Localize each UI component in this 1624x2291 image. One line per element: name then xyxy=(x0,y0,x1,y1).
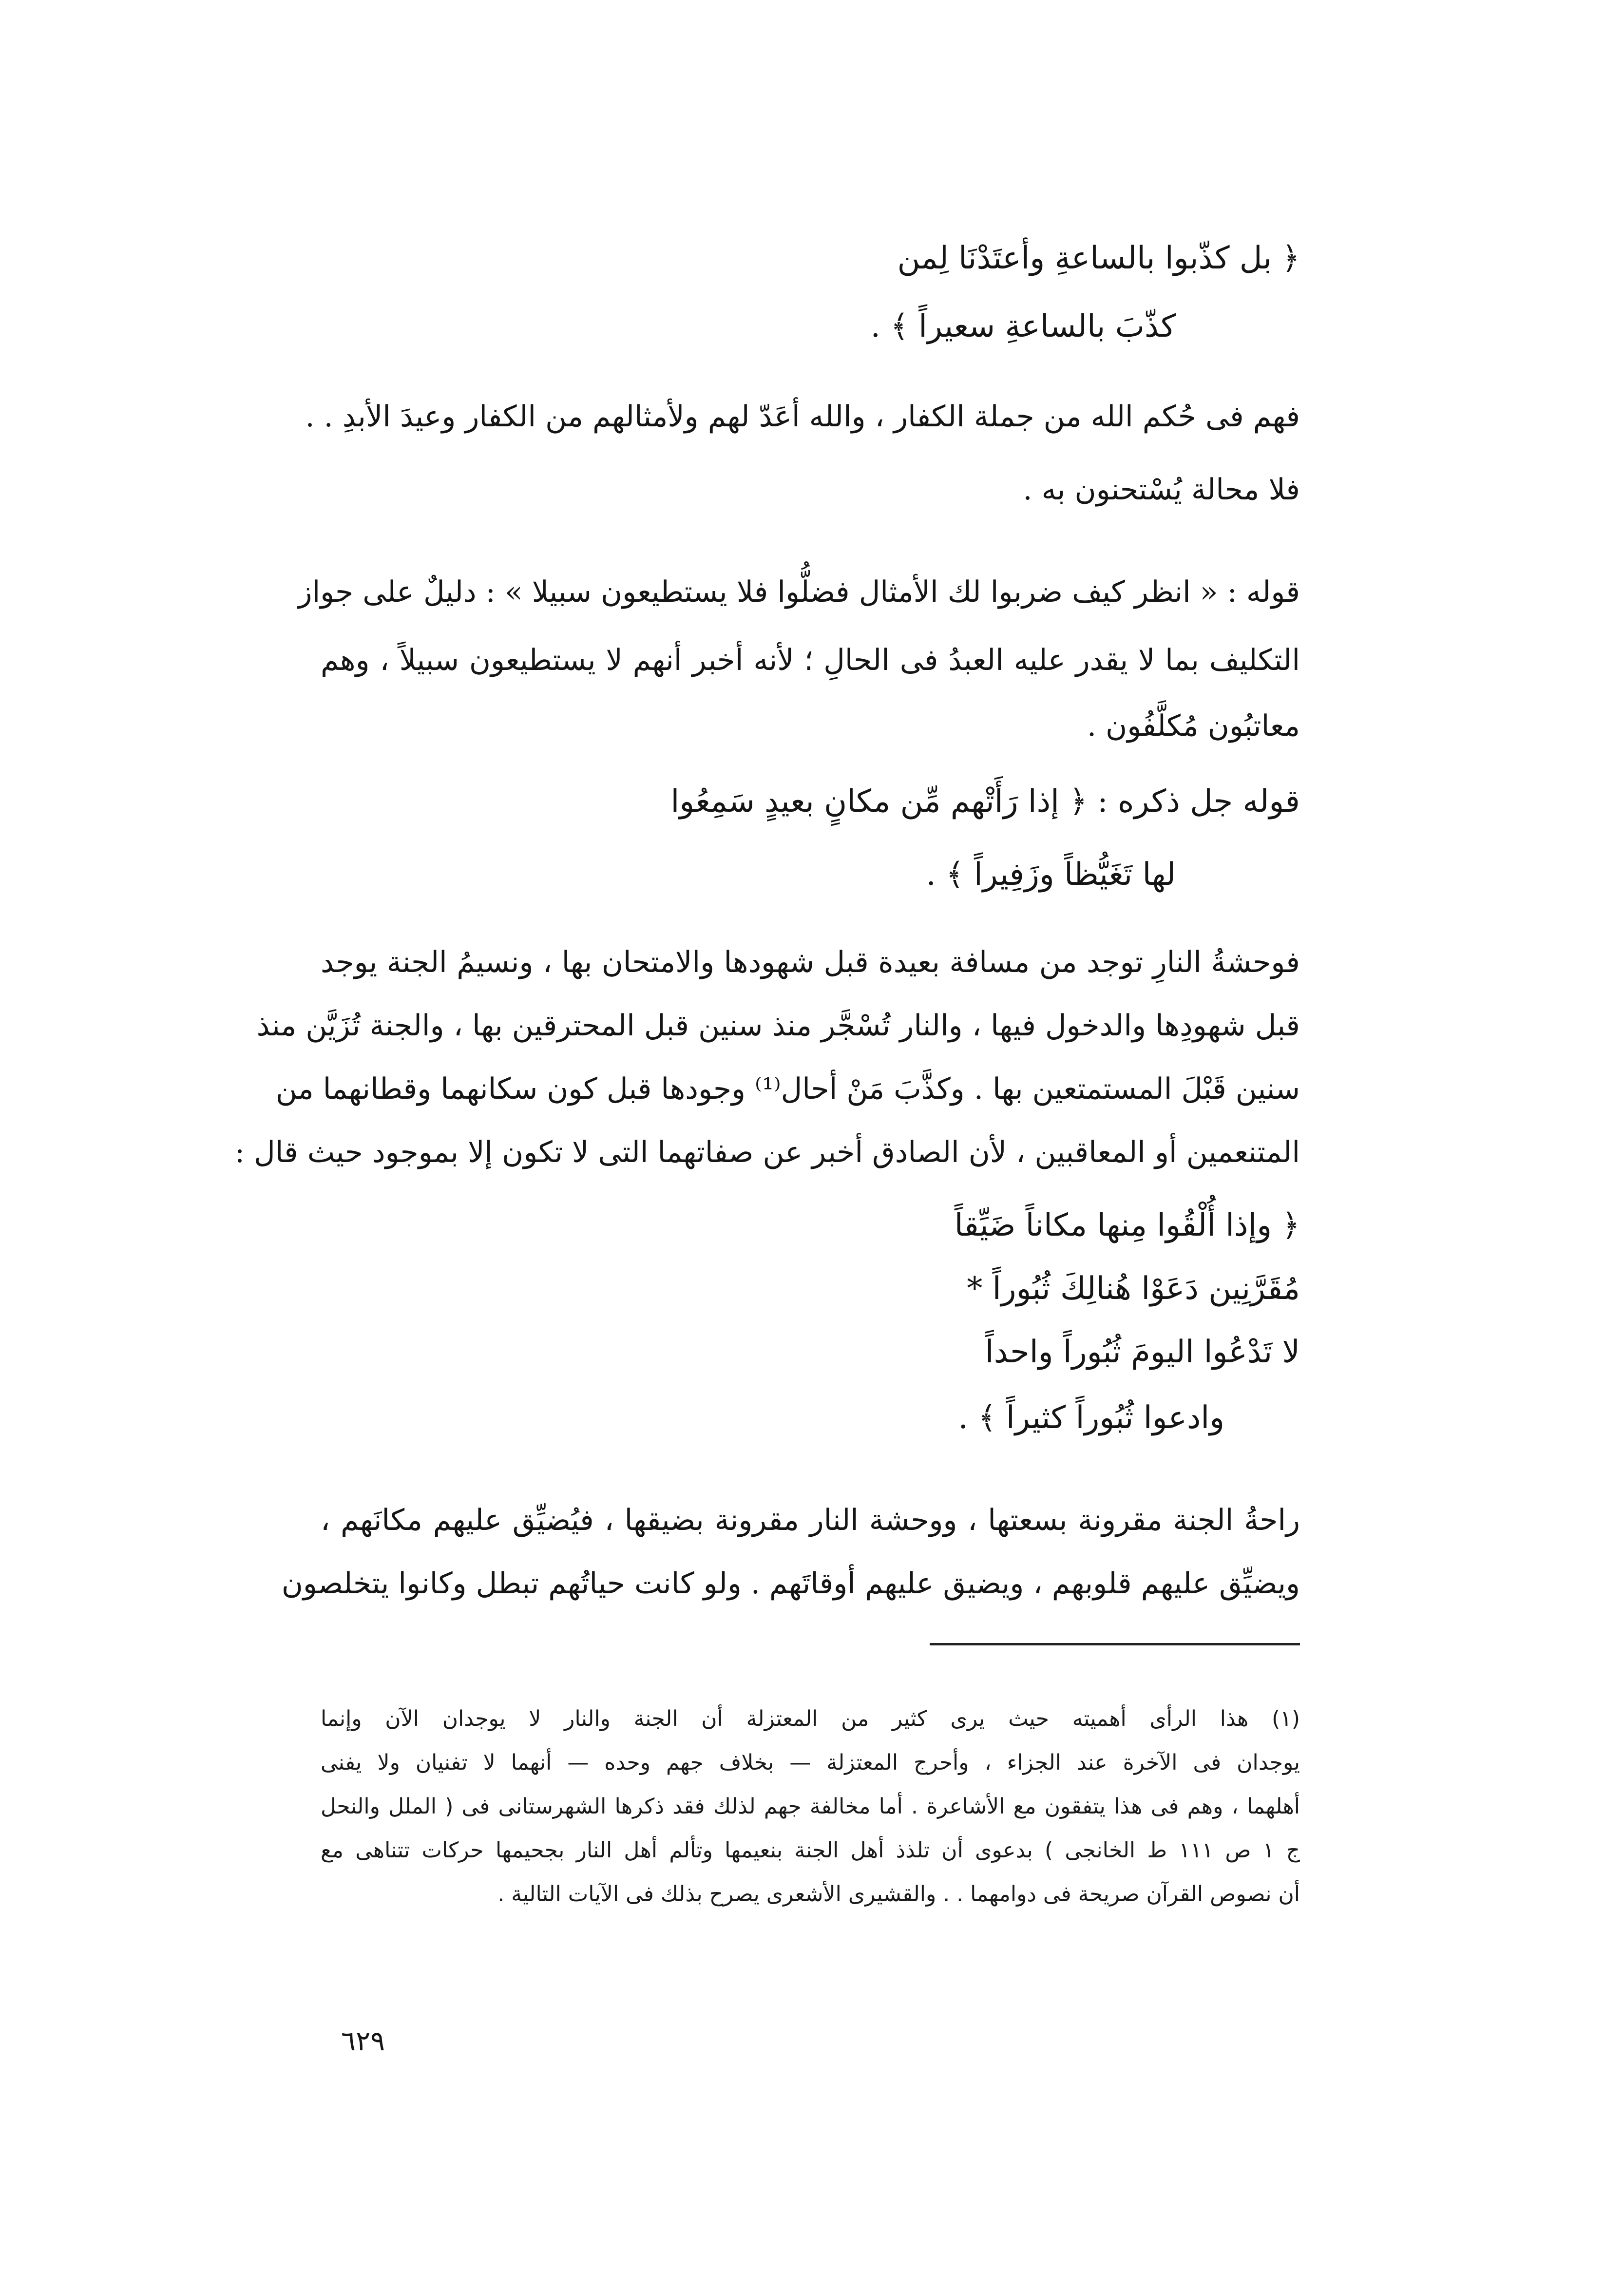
verse-line: قوله جل ذكره : ﴿ إذا رَأَتْهم مِّن مكانٍ بعيدٍ سَمِعُوا xyxy=(670,783,1300,820)
paragraph-line: قوله : « انظر كيف ضربوا لك الأمثال فضلُّوا فلا يستطيعون سبيلا » : دليلٌ على جواز xyxy=(298,575,1300,609)
verse-line: ﴿ وإذا أُلْقُوا مِنها مكاناً ضَيِّقاً xyxy=(954,1207,1300,1243)
paragraph-line: معاتبُون مُكلَّفُون . xyxy=(1087,709,1300,743)
footnote-line: أهلهما ، وهم فى هذا يتفقون مع الأشاعرة . أما مخالفة جهم لذلك فقد ذكرها الشهرستانى فى ( الملل والنحل xyxy=(321,1794,1300,1819)
verse-line: لا تَدْعُوا اليومَ ثُبُوراً واحداً xyxy=(985,1334,1300,1370)
paragraph-line: فلا محالة يُسْتحنون به . xyxy=(1023,473,1300,507)
verse-line: لها تَغَيُّظاً وزَفِيراً ﴾ . xyxy=(926,857,1176,893)
paragraph-line: المتنعمين أو المعاقبين ، لأن الصادق أخبر عن صفاتهما التى لا تكون إلا بموجود حيث قال : xyxy=(234,1135,1300,1169)
verse-line: وادعوا ثُبُوراً كثيراً ﴾ . xyxy=(958,1400,1224,1436)
footnote-line: ج ١ ص ١١١ ط الخانجى ) بدعوى أن تلذذ أهل الجنة بنعيمها وتألم أهل النار بجحيمها حركات تتناهى مع xyxy=(321,1838,1300,1863)
footnote-line: أن نصوص القرآن صريحة فى دوامهما . . والقشيرى الأشعرى يصرح بذلك فى الآيات التالية . xyxy=(497,1882,1300,1907)
footnote-divider xyxy=(930,1643,1300,1645)
page-number: ٦٢٩ xyxy=(341,2025,385,2057)
paragraph-line: فوحشةُ النارِ توجد من مسافة بعيدة قبل شهودها والامتحان بها ، ونسيمُ الجنة يوجد xyxy=(321,945,1300,979)
paragraph-line: قبل شهودِها والدخول فيها ، والنار تُسْجَّر منذ سنين قبل المحترقين بها ، والجنة تُزَيَّن منذ xyxy=(256,1009,1300,1043)
paragraph-line: ويضيِّق عليهم قلوبهم ، ويضيق عليهم أوقاتَهم . ولو كانت حياتُهم تبطل وكانوا يتخلصون xyxy=(281,1566,1300,1601)
verse-line: مُقَرَّنِين دَعَوْا هُنالِكَ ثُبُوراً * xyxy=(967,1271,1300,1307)
paragraph-line: راحةُ الجنة مقرونة بسعتها ، ووحشة النار مقرونة بضيقها ، فيُضيِّق عليهم مكانَهم ، xyxy=(321,1503,1300,1537)
paragraph-line: سنين قَبْلَ المستمتعين بها . وكذَّبَ مَنْ أحال⁽¹⁾ وجودها قبل كون سكانهما وقطانهما من xyxy=(275,1072,1300,1106)
verse-line: كذّبَ بالساعةِ سعيراً ﴾ . xyxy=(870,308,1176,344)
footnote-line: يوجدان فى الآخرة عند الجزاء ، وأحرج المعتزلة — بخلاف جهم وحده — أنهما لا تفنيان ولا يفنى xyxy=(321,1750,1300,1775)
footnote-line: (١) هذا الرأى أهميته حيث يرى كثير من المعتزلة أن الجنة والنار لا يوجدان الآن وإنما xyxy=(321,1706,1300,1731)
paragraph-line: التكليف بما لا يقدر عليه العبدُ فى الحالِ ؛ لأنه أخبر أنهم لا يستطيعون سبيلاً ، وهم xyxy=(321,643,1300,677)
paragraph-line: فهم فى حُكم الله من جملة الكفار ، والله أعَدّ لهم ولأمثالهم من الكفار وعيدَ الأبدِ . . xyxy=(305,400,1300,434)
verse-line: ﴿ بل كذّبوا بالساعةِ وأعتَدْنَا لِمن xyxy=(897,240,1300,276)
